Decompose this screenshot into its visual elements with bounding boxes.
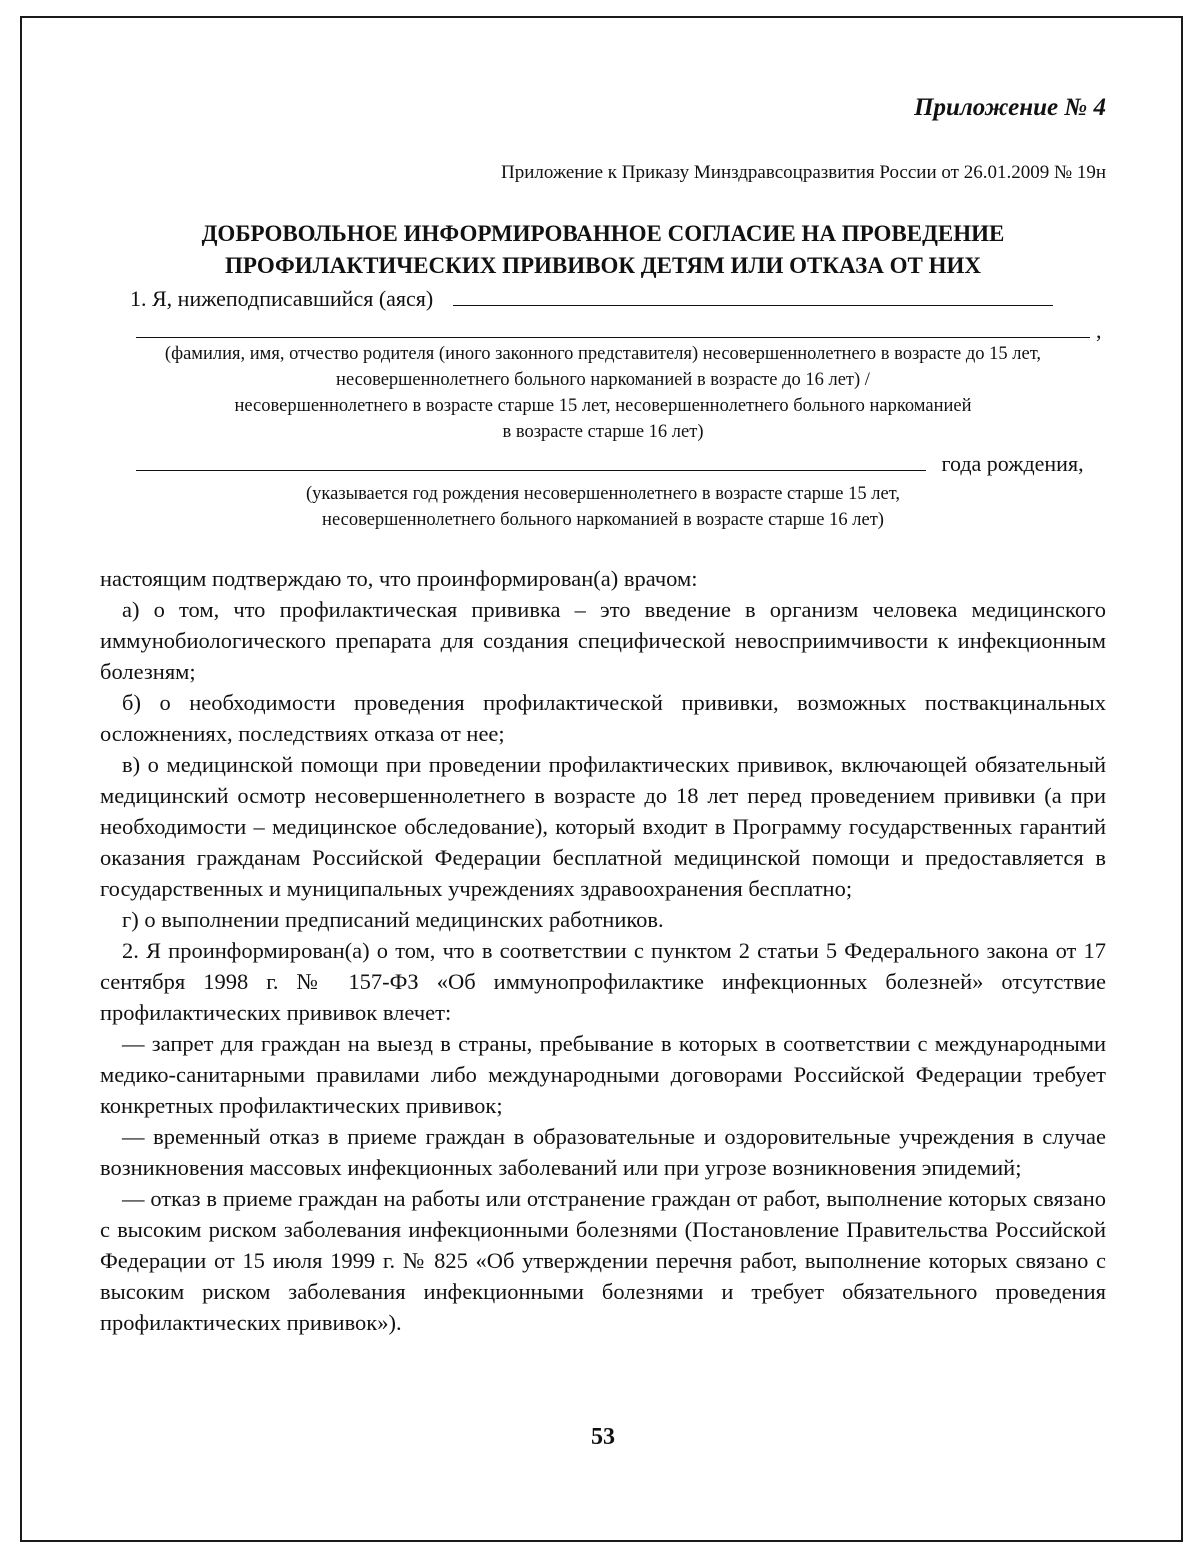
page-number: 53 [591,1424,615,1450]
body-paragraph: — отказ в приеме граждан на работы или отстранение граждан от работ, выполнение которых связано с высоким риском заболевания инфекционными болезнями (Постановление Правительства Российской Федерации от 15 июля 1999 г. № 825 «Об утверждении перечня работ, выполнение которых связано с высоким риском заболевания инфекционными болезнями и требует обязательного проведения профилактических прививок»). [100,1186,1106,1335]
name-caption-line: (фамилия, имя, отчество родителя (иного законного представителя) несовершеннолетнего в возрасте до 15 лет, [164,344,1042,364]
title-line-1: ДОБРОВОЛЬНОЕ ИНФОРМИРОВАННОЕ СОГЛАСИЕ НА ПРОВЕДЕНИЕ [201,221,1005,246]
birth-label: года рождения, [941,451,1084,476]
document-body [100,563,1106,1338]
birth-row [136,450,1084,477]
body-paragraph: б) о необходимости проведения профилактической прививки, возможных поствакцинальных осложнениях, последствиях отказа от нее; [100,690,1106,746]
name-caption-line: несовершеннолетнего больного наркоманией в возрасте до 16 лет) / [336,370,870,390]
body-paragraph: в) о медицинской помощи при проведении профилактических прививок, включающей обязательный медицинский осмотр несовершеннолетнего в возрасте до 18 лет перед проведением прививки (а при необходимости – медицинское обследование), который входит в Программу государственных гарантий оказания гражданам Российской Федерации бесплатной медицинской помощи и предоставляется в государственных и муниципальных учреждениях здравоохранения бесплатно; [100,752,1106,901]
appendix-label: Приложение № 4 [914,94,1106,121]
body-paragraph: г) о выполнении предписаний медицинских работников. [122,907,664,932]
order-reference: Приложение к Приказу Минздравсоцразвития России от 26.01.2009 № 19н [501,162,1106,183]
body-paragraph: — запрет для граждан на выезд в страны, пребывание в которых в соответствии с международными медико-санитарными правилами либо международными договорами Российской Федерации требует конкретных профилактических прививок; [100,1031,1106,1118]
signer-name-field-2[interactable] [136,317,1090,338]
birth-caption [100,481,1106,533]
signer-name-row-2 [136,317,1102,344]
signer-name-field[interactable] [453,285,1053,306]
birth-caption-line: несовершеннолетнего больного наркоманией в возрасте старше 16 лет) [322,510,884,530]
signer-label: 1. Я, нижеподписавшийся (аяся) [130,286,434,311]
birth-caption-line: (указывается год рождения несовершеннолетнего в возрасте старше 15 лет, [306,484,900,504]
body-paragraph: — временный отказ в приеме граждан в образовательные и оздоровительные учреждения в случае возникновения массовых инфекционных заболеваний или при угрозе возникновения эпидемий; [100,1124,1106,1180]
name-comma: , [1096,318,1102,343]
body-paragraph: 2. Я проинформирован(а) о том, что в соответствии с пунктом 2 статьи 5 Федерального закона от 17 сентября 1998 г. № 157-ФЗ «Об иммунопрофилактике инфекционных болезней» отсутствие профилактических прививок влечет: [100,938,1106,1025]
birth-year-field[interactable] [136,450,926,471]
document-title [100,218,1106,282]
signer-row [130,285,1053,312]
body-paragraph: настоящим подтверждаю то, что проинформирован(а) врачом: [100,566,698,591]
name-caption-line: в возрасте старше 16 лет) [502,422,704,442]
name-caption [100,341,1106,445]
title-line-2: ПРОФИЛАКТИЧЕСКИХ ПРИВИВОК ДЕТЯМ ИЛИ ОТКАЗА ОТ НИХ [225,253,981,278]
name-caption-line: несовершеннолетнего в возрасте старше 15 лет, несовершеннолетнего больного наркоманией [234,396,972,416]
body-paragraph: а) о том, что профилактическая прививка – это введение в организм человека медицинского иммунобиологического препарата для создания специфической невосприимчивости к инфекционным болезням; [100,597,1106,684]
